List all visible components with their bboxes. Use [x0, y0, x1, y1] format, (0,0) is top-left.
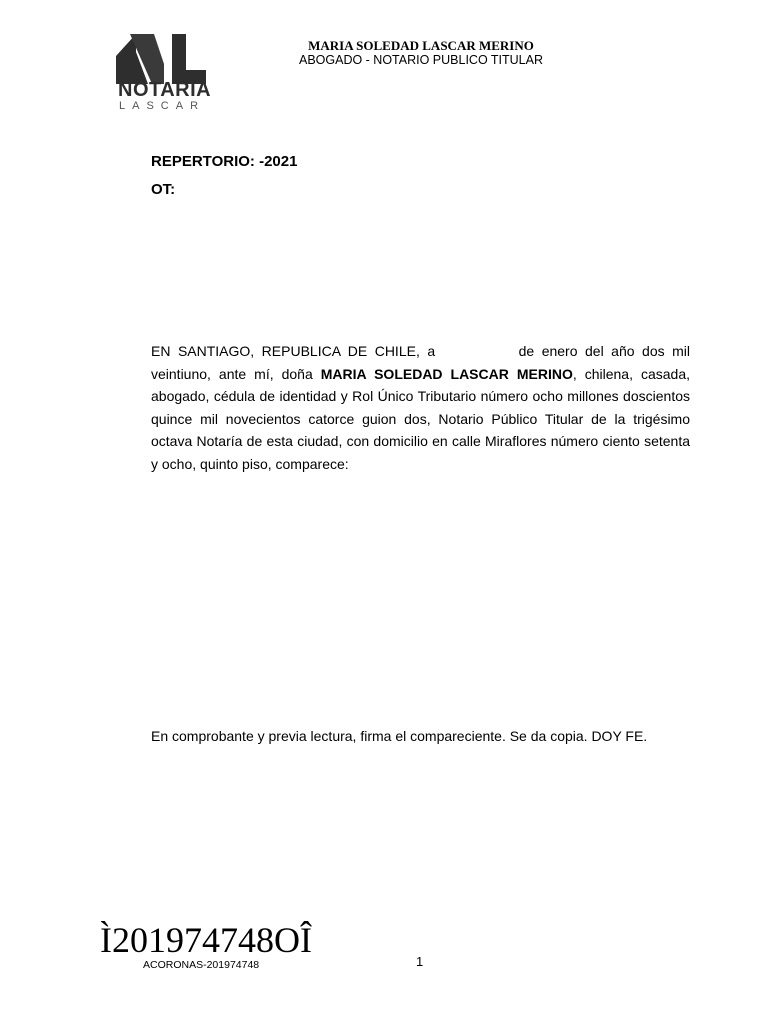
intro-paragraph [151, 340, 690, 476]
barcode-caption: ACORONAS-201974748 [143, 959, 260, 971]
ot-label: OT: [151, 181, 176, 198]
notary-name: MARIA SOLEDAD LASCAR MERINO [308, 38, 534, 53]
intro-part-3: , chilena, casada, abogado, cédula de identidad y Rol Único Tributario número ocho millones doscientos quince mil novecientos catorce guion dos, Notario Público Titular de la trigésimo octava Notaría de esta ciudad, con domicilio en calle Miraflores número ciento setenta y ocho, quinto piso, comparece: [151, 365, 690, 472]
page-number: 1 [416, 954, 424, 969]
nl-monogram-icon [116, 34, 212, 84]
closing-paragraph: En comprobante y previa lectura, firma el compareciente. Se da copia. DOY FE. [151, 728, 648, 744]
notary-name-inline: MARIA SOLEDAD LASCAR MERINO [320, 365, 573, 382]
intro-part-1: EN SANTIAGO, REPUBLICA DE CHILE, a [151, 343, 436, 359]
logo-subtitle: LASCAR [119, 100, 206, 112]
barcode: Ì201974748OÎ [100, 920, 312, 960]
notaria-logo [116, 34, 212, 114]
notary-title: ABOGADO - NOTARIO PUBLICO TITULAR [298, 53, 544, 67]
intro-part-2: de enero del año dos mil veintiuno, ante mí, doña [151, 343, 690, 382]
logo-wordmark: NOTARIA [118, 79, 212, 101]
repertorio-label: REPERTORIO: -2021 [151, 153, 298, 170]
